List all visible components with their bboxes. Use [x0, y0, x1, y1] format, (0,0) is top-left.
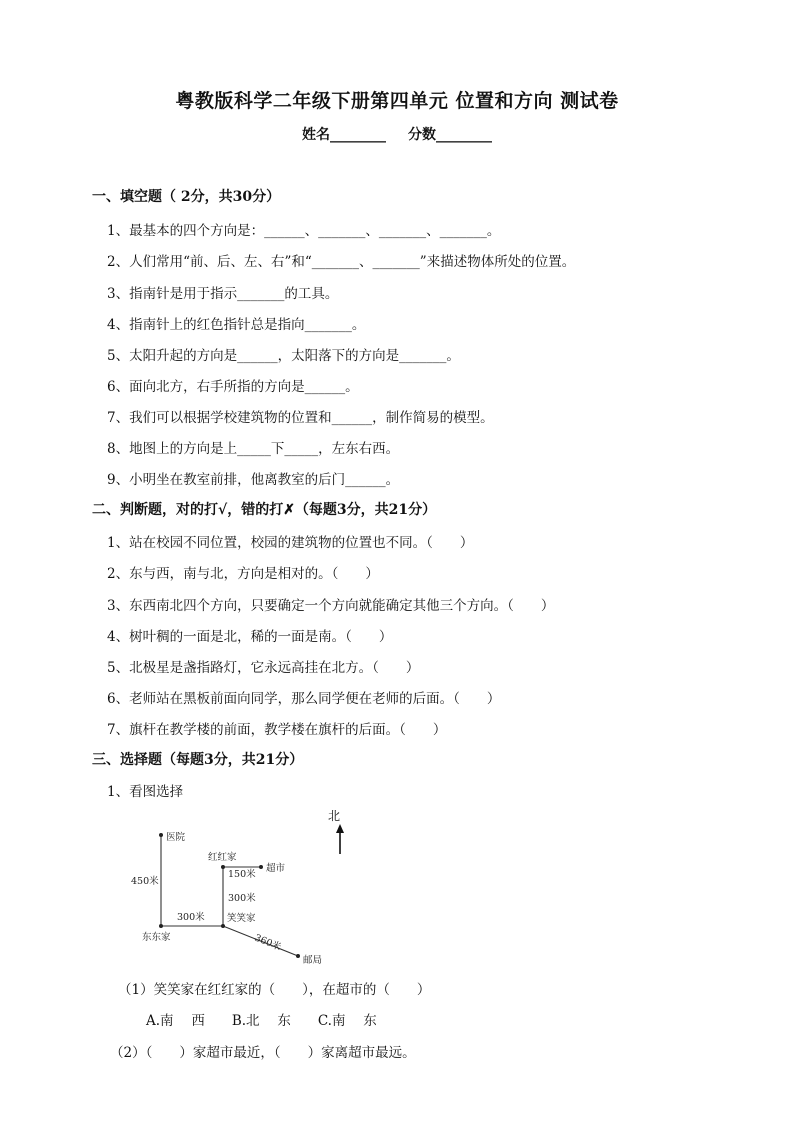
choice-sub-question-2: （2）（ ）家超市最近，（ ）家离超市最远。: [110, 1045, 416, 1061]
label-150m: 150米: [228, 869, 256, 880]
supermarket-dot: [259, 865, 263, 869]
label-xiaoxiao: 笑笑家: [227, 913, 256, 924]
label-450m: 450米: [131, 876, 159, 887]
honghong-dot: [221, 865, 225, 869]
label-post-office: 邮局: [303, 955, 323, 966]
name-field[interactable]: 姓名________: [302, 127, 386, 143]
north-arrow-icon: [336, 824, 344, 833]
fill-question-3: 3、指南针是用于指示_______的工具。: [107, 286, 339, 302]
label-300m-vertical: 300米: [228, 893, 256, 904]
north-indicator: [326, 806, 356, 856]
choice-question-1: 1、看图选择: [107, 784, 184, 800]
choice-options-1: A.南 西 B.北 东 C.南 东: [146, 1013, 377, 1029]
fill-question-5: 5、太阳升起的方向是______，太阳落下的方向是_______。: [107, 348, 460, 364]
name-score-line: [0, 124, 794, 144]
fill-question-8: 8、地图上的方向是上_____下_____，左东右西。: [107, 441, 400, 457]
fill-question-7: 7、我们可以根据学校建筑物的位置和______，制作简易的模型。: [107, 410, 494, 426]
judge-question-3: 3、东西南北四个方向，只要确定一个方向就能确定其他三个方向。（ ）: [107, 598, 555, 614]
label-hospital: 医院: [166, 832, 186, 843]
label-supermarket: 超市: [266, 863, 286, 874]
score-field[interactable]: 分数________: [408, 127, 492, 143]
label-300m-horizontal: 300米: [177, 912, 205, 923]
judge-question-6: 6、老师站在黑板前面向同学，那么同学便在老师的后面。（ ）: [107, 691, 501, 707]
label-360m: 360米: [252, 932, 283, 954]
north-label: 北: [328, 809, 341, 823]
fill-question-4: 4、指南针上的红色指针总是指向_______。: [107, 317, 366, 333]
page-title: 粤教版科学二年级下册第四单元 位置和方向 测试卷: [175, 90, 619, 112]
fill-question-6: 6、面向北方，右手所指的方向是______。: [107, 379, 359, 395]
section2-heading: 二、判断题，对的打√，错的打✗（每题3分，共21分）: [92, 502, 437, 518]
fill-question-9: 9、小明坐在教室前排，他离教室的后门______。: [107, 472, 400, 488]
fill-question-2: 2、人们常用“前、后、左、右”和“_______、_______”来描述物体所处的位置。: [107, 254, 576, 270]
label-dongdong: 东东家: [142, 932, 171, 943]
judge-question-1: 1、站在校园不同位置，校园的建筑物的位置也不同。（ ）: [107, 535, 474, 551]
label-honghong: 红红家: [208, 852, 237, 863]
judge-question-2: 2、东与西，南与北，方向是相对的。（ ）: [107, 566, 379, 582]
judge-question-4: 4、树叶稠的一面是北，稀的一面是南。（ ）: [107, 629, 393, 645]
dongdong-dot: [159, 924, 163, 928]
post-office-dot: [296, 954, 300, 958]
judge-question-7: 7、旗杆在教学楼的前面，教学楼在旗杆的后面。（ ）: [107, 722, 447, 738]
xiaoxiao-dot: [221, 924, 225, 928]
section1-heading: 一、填空题（ 2分，共30分）: [92, 189, 281, 205]
fill-question-1: 1、最基本的四个方向是：______、_______、_______、_______。: [107, 223, 501, 239]
section3-heading: 三、选择题（每题3分，共21分）: [92, 752, 304, 768]
hospital-dot: [159, 833, 163, 837]
choice-sub-question-1: （1）笑笑家在红红家的（ ），在超市的（ ）: [118, 982, 431, 998]
judge-question-5: 5、北极星是盏指路灯，它永远高挂在北方。（ ）: [107, 660, 420, 676]
